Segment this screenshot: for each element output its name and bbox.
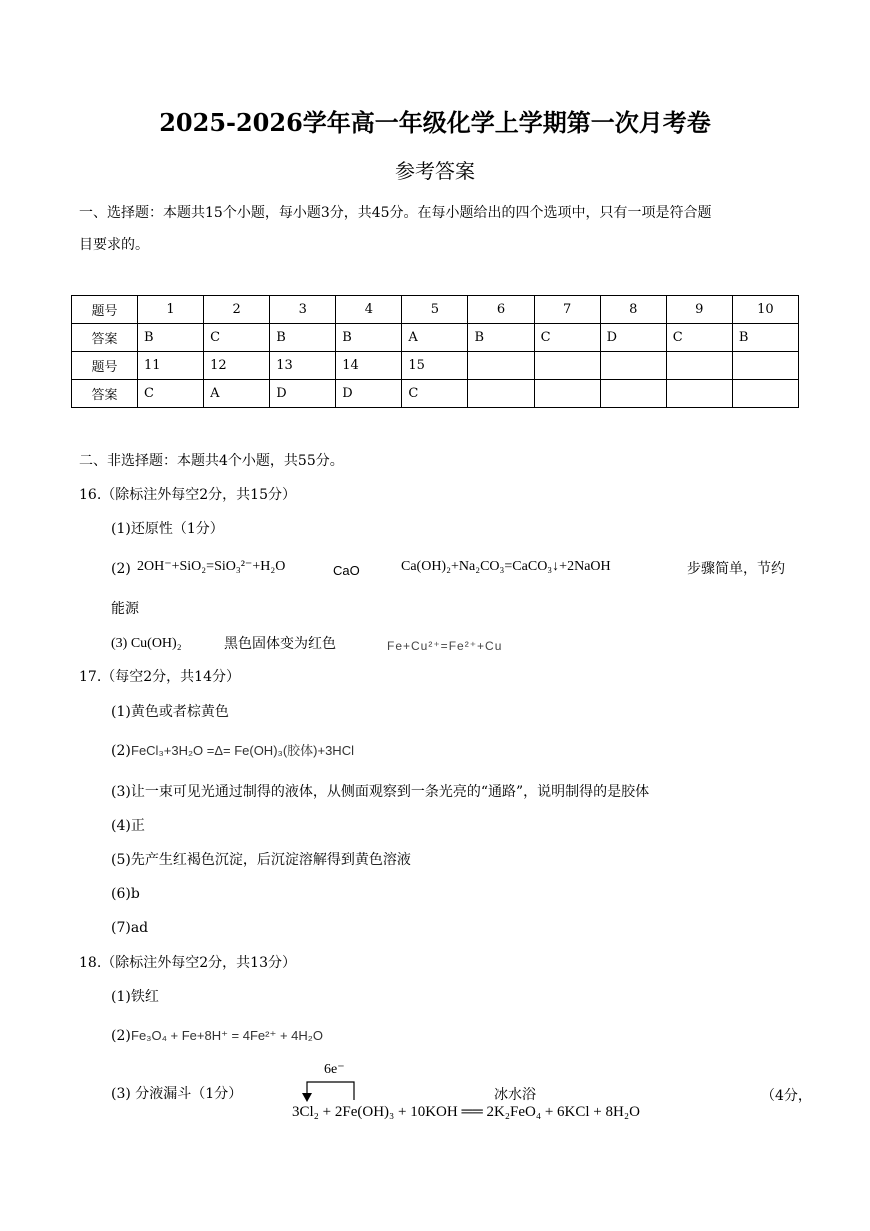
- question-number: 11: [138, 352, 204, 380]
- table-row: [72, 380, 799, 408]
- question-number: 8: [600, 296, 666, 324]
- q16-equation-3: Fe+Cu²⁺=Fe²⁺+Cu: [387, 639, 503, 653]
- row-header-answer: 答案: [72, 380, 138, 408]
- question-number: 9: [666, 296, 732, 324]
- empty-cell: [600, 380, 666, 408]
- page-subtitle: 参考答案: [395, 159, 475, 183]
- question-number: 10: [732, 296, 798, 324]
- q18-part2-label: (2): [111, 1028, 131, 1044]
- answer-cell: B: [336, 324, 402, 352]
- answer-table: [71, 295, 799, 408]
- q16-heading: 16.（除标注外每空2分，共15分）: [79, 487, 296, 503]
- reaction-condition: 冰水浴: [494, 1088, 536, 1103]
- electron-transfer-label: 6e⁻: [324, 1062, 345, 1077]
- q17-equation: FeCl₃+3H₂O =Δ= Fe(OH)₃(胶体)+3HCl: [131, 743, 354, 758]
- answer-cell: A: [402, 324, 468, 352]
- electron-transfer-arrow-icon: [298, 1078, 360, 1104]
- q16-observation: 黑色固体变为红色: [224, 636, 336, 652]
- q18-heading: 18.（除标注外每空2分，共13分）: [79, 955, 296, 971]
- empty-cell: [468, 380, 534, 408]
- table-row: [72, 296, 799, 324]
- question-number: 3: [270, 296, 336, 324]
- q18-equation-2: 3Cl₂ + 2Fe(OH)₃ + 10KOH ══ 2K₂FeO₄ + 6KCl + 8H₂O: [292, 1104, 640, 1120]
- table-row: [72, 324, 799, 352]
- row-header-question: 题号: [72, 296, 138, 324]
- q17-part6: (6)b: [111, 886, 140, 902]
- q17-part4: (4)正: [111, 818, 145, 834]
- answer-cell: D: [600, 324, 666, 352]
- answer-cell: B: [270, 324, 336, 352]
- question-number: 1: [138, 296, 204, 324]
- answer-cell: B: [732, 324, 798, 352]
- question-number: 15: [402, 352, 468, 380]
- row-header-answer: 答案: [72, 324, 138, 352]
- q18-part1: (1)铁红: [111, 989, 159, 1005]
- empty-cell: [666, 352, 732, 380]
- q18-score-note: （4分，: [761, 1088, 812, 1104]
- question-number: 14: [336, 352, 402, 380]
- q17-part2-label: (2): [111, 743, 131, 759]
- question-number: 7: [534, 296, 600, 324]
- q17-heading: 17.（每空2分，共14分）: [79, 669, 240, 685]
- question-number: 2: [204, 296, 270, 324]
- section2-heading: 二、非选择题：本题共4个小题，共55分。: [79, 453, 344, 469]
- q16-part3-label: (3) Cu(OH)₂: [111, 636, 182, 651]
- answer-cell: C: [402, 380, 468, 408]
- q18-part3-label: (3) 分液漏斗（1分）: [111, 1086, 243, 1102]
- answer-cell: A: [204, 380, 270, 408]
- answer-cell: C: [534, 324, 600, 352]
- empty-cell: [732, 380, 798, 408]
- empty-cell: [666, 380, 732, 408]
- q16-reason-cont: 能源: [111, 601, 139, 617]
- question-number: 12: [204, 352, 270, 380]
- answer-cell: D: [270, 380, 336, 408]
- empty-cell: [468, 352, 534, 380]
- q16-part1: (1)还原性（1分）: [111, 521, 224, 537]
- question-number: 4: [336, 296, 402, 324]
- answer-cell: C: [666, 324, 732, 352]
- q17-part1: (1)黄色或者棕黄色: [111, 704, 229, 720]
- question-number: 6: [468, 296, 534, 324]
- q16-equation-1: 2OH⁻+SiO₂=SiO₃²⁻+H₂O: [137, 559, 286, 574]
- table-row: [72, 352, 799, 380]
- empty-cell: [600, 352, 666, 380]
- q16-reason: 步骤简单，节约: [687, 561, 785, 577]
- empty-cell: [732, 352, 798, 380]
- q16-equation-2: Ca(OH)₂+Na₂CO₃=CaCO₃↓+2NaOH: [401, 559, 611, 574]
- q17-part5: (5)先产生红褐色沉淀，后沉淀溶解得到黄色溶液: [111, 852, 411, 868]
- row-header-question: 题号: [72, 352, 138, 380]
- q16-cao: CaO: [333, 563, 360, 578]
- answer-cell: B: [138, 324, 204, 352]
- question-number: 5: [402, 296, 468, 324]
- answer-cell: C: [138, 380, 204, 408]
- section1-instructions-line1: 一、选择题：本题共15个小题，每小题3分，共45分。在每小题给出的四个选项中，只有一项是符合题: [79, 205, 712, 221]
- answer-cell: B: [468, 324, 534, 352]
- q16-part2-label: (2): [111, 561, 131, 577]
- answer-cell: C: [204, 324, 270, 352]
- q18-equation-1: Fe₃O₄ + Fe+8H⁺ = 4Fe²⁺ + 4H₂O: [131, 1028, 323, 1043]
- q17-part7: (7)ad: [111, 920, 149, 936]
- question-number: 13: [270, 352, 336, 380]
- q17-part3: (3)让一束可见光通过制得的液体，从侧面观察到一条光亮的“通路”，说明制得的是胶体: [111, 784, 650, 800]
- page-title: 2025-2026学年高一年级化学上学期第一次月考卷: [159, 108, 711, 137]
- section1-instructions-line2: 目要求的。: [79, 237, 149, 253]
- answer-cell: D: [336, 380, 402, 408]
- empty-cell: [534, 352, 600, 380]
- empty-cell: [534, 380, 600, 408]
